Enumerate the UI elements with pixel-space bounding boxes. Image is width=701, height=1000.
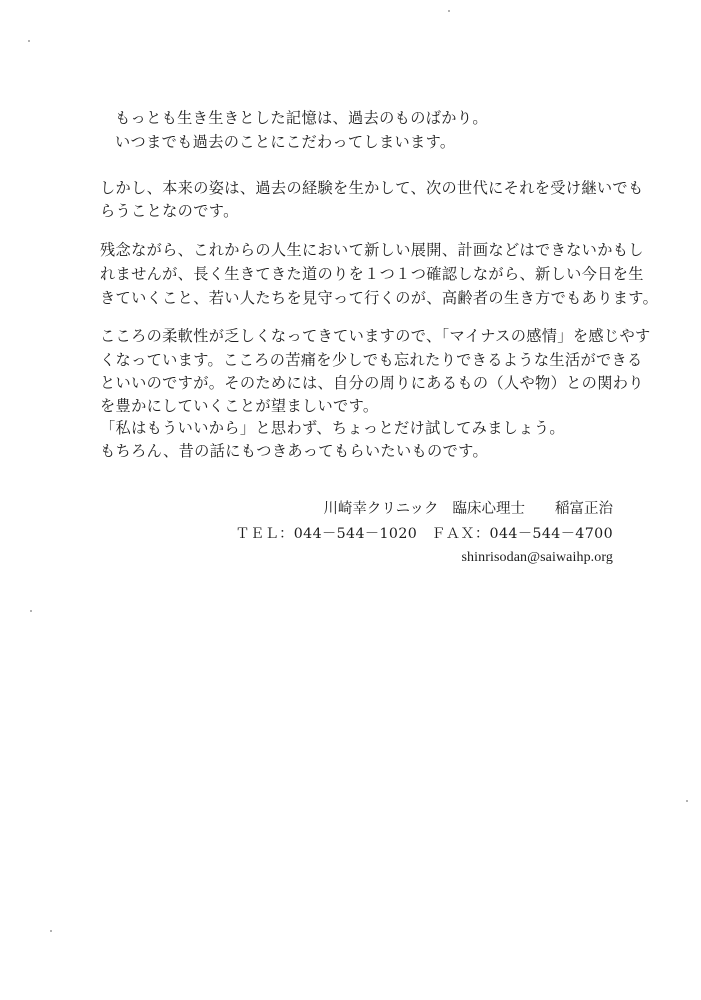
paragraph-2-line-2: らうことなのです。 (100, 202, 239, 220)
scan-speck (686, 800, 688, 802)
paragraph-3-line-2: れませんが、長く生きてきた道のりを１つ１つ確認しながら、新しい今日を生 (100, 265, 644, 283)
staff-name: 稲富正治 (555, 501, 613, 517)
paragraph-3-line-1: 残念ながら、これからの人生において新しい展開、計画などはできないかもし (100, 241, 644, 259)
clinic-name: 川崎幸クリニック (323, 501, 439, 517)
signature-line (323, 499, 613, 519)
fax-number: ＦＡＸ：044－544－4700 (431, 526, 613, 542)
paragraph-4-line-3: といいのですが。そのためには、自分の周りにあるもの（人や物）との関わり (100, 374, 644, 392)
contact-phone-fax (235, 524, 613, 544)
paragraph-4-line-1: こころの柔軟性が乏しくなってきていますので、「マイナスの感情」を感じやす (100, 327, 651, 345)
scan-speck (448, 10, 450, 12)
paragraph-1-line-2: いつまでも過去のことにこだわってしまいます。 (115, 133, 456, 151)
tel-number: ＴＥＬ：044－544－1020 (235, 526, 418, 542)
paragraph-2-line-1: しかし、本来の姿は、過去の経験を生かして、次の世代にそれを受け継いでも (100, 179, 644, 197)
paragraph-1-line-1: もっとも生き生きとした記憶は、過去のものばかり。 (115, 109, 488, 127)
scan-speck (50, 930, 52, 932)
paragraph-4-line-2: くなっています。こころの苦痛を少しでも忘れたりできるような生活ができる (100, 351, 643, 369)
paragraph-3-line-3: きていくこと、若い人たちを見守って行くのが、高齢者の生き方でもあります。 (100, 289, 659, 307)
paragraph-4-line-5: 「私はもういいから」と思わず、ちょっとだけ試してみましょう。 (100, 419, 565, 437)
staff-title: 臨床心理士 (452, 501, 525, 517)
scan-speck (30, 610, 32, 612)
paragraph-4-line-4: を豊かにしていくことが望ましいです。 (100, 397, 379, 415)
scan-speck (28, 40, 30, 42)
paragraph-4-line-6: もちろん、昔の話にもつきあってもらいたいものです。 (100, 442, 488, 460)
contact-email: shinrisodan@saiwaihp.org (461, 550, 613, 565)
